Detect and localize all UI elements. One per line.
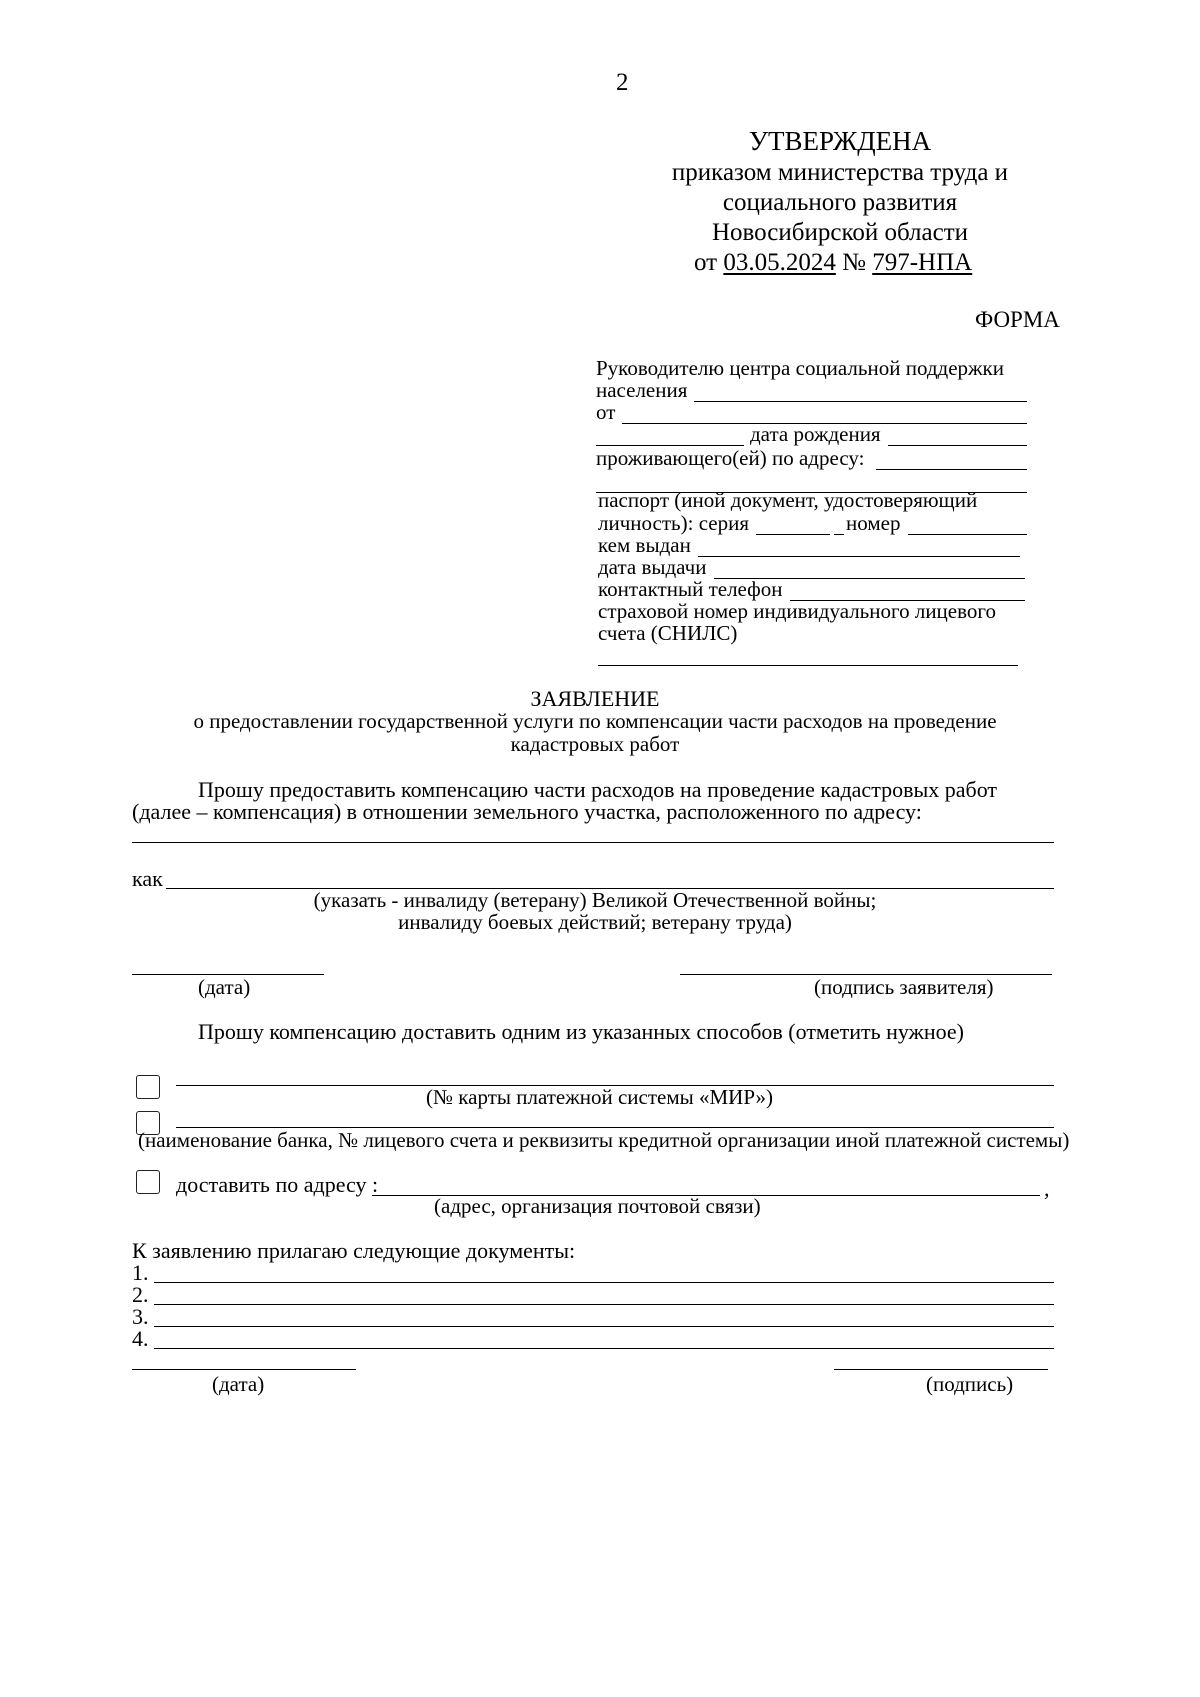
snils-label-line1: страховой номер индивидуального лицевого [598, 599, 996, 623]
address-label: проживающего(ей) по адресу: [596, 446, 865, 470]
passport-number-gap [834, 534, 844, 535]
postal-address-comma: , [1044, 1176, 1050, 1201]
approval-date: 03.05.2024 [723, 249, 836, 276]
approval-line3: Новосибирской области [711, 219, 969, 246]
category-hint-line2: инвалиду боевых действий; ветерану труда) [398, 910, 792, 934]
postal-delivery-label: доставить по адресу : [176, 1172, 379, 1197]
addressee-line1: Руководителю центра социальной поддержки [596, 356, 1004, 380]
attachment-field-2[interactable] [154, 1304, 1054, 1305]
mir-card-checkbox[interactable] [136, 1075, 160, 1099]
issue-date-label: дата выдачи [598, 555, 707, 579]
approval-number: 797-НПА [872, 249, 973, 276]
addressee-population-label: населения [596, 378, 688, 402]
statement-subtitle-line1: о предоставлении государственной услуги по компенсации части расходов на проведение [193, 709, 997, 733]
passport-number-field[interactable] [908, 534, 1027, 535]
attachment-number-2: 2. [132, 1282, 149, 1307]
issued-by-field[interactable] [698, 556, 1020, 557]
attachment-field-1[interactable] [154, 1282, 1054, 1283]
approval-line1: приказом министерства труда и [671, 159, 1009, 186]
category-hint-line1: (указать - инвалиду (ветерану) Великой Отечественной войны; [313, 888, 877, 912]
statement-date-label: (дата) [198, 975, 251, 999]
attachment-field-3[interactable] [154, 1326, 1054, 1327]
postal-address-hint: (адрес, организация почтовой связи) [434, 1194, 761, 1218]
statement-title: ЗАЯВЛЕНИЕ [530, 686, 660, 711]
page-number: 2 [616, 69, 629, 96]
passport-series-field[interactable] [756, 534, 830, 535]
phone-label: контактный телефон [598, 577, 783, 601]
attachment-number-4: 4. [132, 1326, 149, 1351]
approval-order-line [694, 250, 972, 275]
birth-date-field[interactable] [888, 445, 1027, 446]
attachments-date-field[interactable] [132, 1369, 356, 1370]
bank-account-hint: (наименование банка, № лицевого счета и реквизиты кредитной организации иной платежной системы) [138, 1128, 1070, 1152]
statement-subtitle-line2: кадастровых работ [510, 732, 680, 756]
snils-field[interactable] [598, 665, 1018, 666]
snils-label-line2: счета (СНИЛС) [598, 621, 738, 645]
statement-signature-label: (подпись заявителя) [814, 975, 994, 999]
attachments-date-label: (дата) [212, 1372, 265, 1396]
postal-delivery-checkbox[interactable] [136, 1170, 160, 1194]
attachments-title: К заявлению прилагаю следующие документы: [132, 1238, 576, 1263]
birth-date-label: дата рождения [750, 422, 881, 446]
address-field[interactable] [876, 469, 1027, 470]
passport-label: паспорт (иной документ, удостоверяющий [598, 488, 978, 512]
statement-paragraph-line2: (далее – компенсация) в отношении земельного участка, расположенного по адресу: [132, 799, 922, 824]
identity-series-label: личность): серия [598, 511, 749, 535]
passport-number-label: номер [846, 511, 901, 535]
as-label: как [132, 866, 163, 891]
delivery-intro: Прошу компенсацию доставить одним из указанных способов (отметить нужное) [198, 1019, 964, 1044]
statement-paragraph-line1: Прошу предоставить компенсацию части расходов на проведение кадастровых работ [198, 777, 998, 802]
approval-from-prefix: от [694, 249, 718, 276]
attachment-field-4[interactable] [154, 1348, 1054, 1349]
mir-card-hint: (№ карты платежной системы «МИР») [426, 1085, 774, 1109]
approval-line2: социального развития [722, 189, 958, 216]
approval-title: УТВЕРЖДЕНА [748, 126, 932, 156]
attachment-number-3: 3. [132, 1304, 149, 1329]
form-label: ФОРМА [975, 307, 1060, 332]
plot-address-field[interactable] [132, 842, 1054, 843]
attachment-number-1: 1. [132, 1260, 149, 1285]
approval-number-sign: № [842, 249, 866, 276]
population-field[interactable] [694, 401, 1027, 402]
addressee-from-label: от [596, 400, 616, 424]
attachments-signature-field[interactable] [834, 1369, 1048, 1370]
issued-by-label: кем выдан [598, 533, 691, 557]
attachments-signature-label: (подпись) [926, 1372, 1014, 1396]
